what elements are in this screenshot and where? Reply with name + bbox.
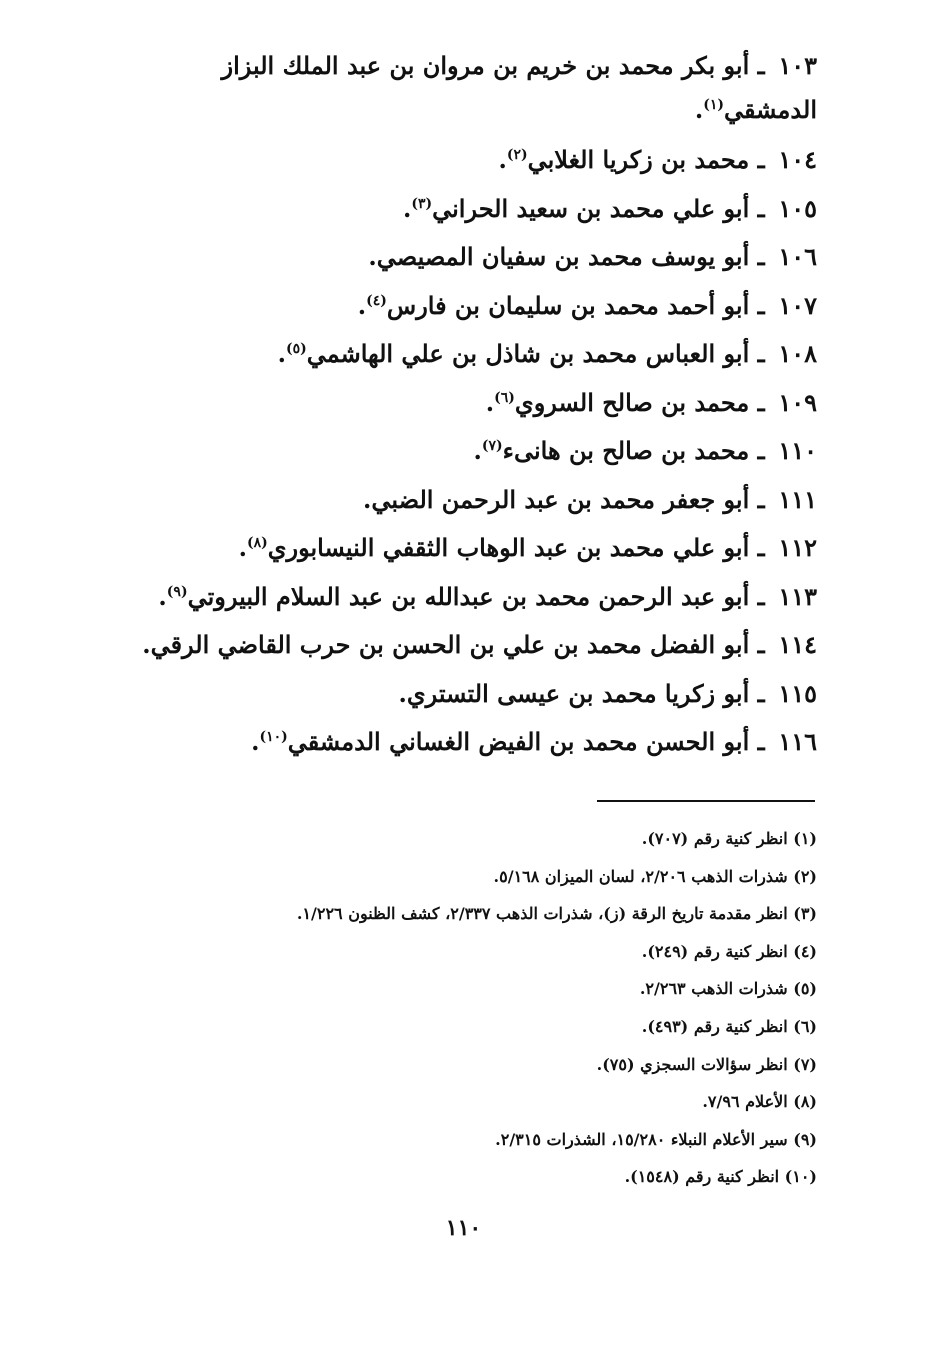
footnote: (٨) الأعلام ٧/٩٦. xyxy=(702,1092,817,1112)
entries-list xyxy=(95,44,817,767)
entry-item xyxy=(95,670,817,719)
entry-item xyxy=(95,136,817,185)
footnote-divider xyxy=(597,800,815,802)
entry-end: . xyxy=(368,242,377,271)
entry-item xyxy=(95,476,817,525)
footnote-marker: (١٠) xyxy=(259,729,288,745)
entry-text: ـ أبو زكريا محمد بن عيسى التستري xyxy=(406,678,765,708)
footnote-marker: (٣) xyxy=(411,195,433,212)
entry-item xyxy=(95,427,817,476)
entry-text: ـ أبو بكر محمد بن خريم بن مروان بن عبد الملك البزاز الدمشقي xyxy=(221,51,817,124)
footnote: (١٠) انظر كنية رقم (١٥٤٨). xyxy=(624,1167,817,1187)
entry-number: ١٠٦ xyxy=(778,242,817,271)
entry-number: ١٠٣ xyxy=(778,51,817,80)
entry-item xyxy=(95,379,817,428)
footnote: (٥) شذرات الذهب ٢/٢٦٣. xyxy=(639,979,817,999)
entry-text: ـ أبو عبد الرحمن محمد بن عبدالله بن عبد السلام البيروتي xyxy=(187,581,765,611)
entry-item xyxy=(95,524,817,573)
entry-number: ١١٥ xyxy=(778,678,817,708)
entry-item xyxy=(95,233,817,282)
entry-end: . xyxy=(694,95,704,124)
footnote: (٤) انظر كنية رقم (٢٤٩). xyxy=(641,941,817,961)
footnote: (٦) انظر كنية رقم (٤٩٣). xyxy=(641,1016,817,1036)
footnote: (٧) انظر سؤالات السجزي (٧٥). xyxy=(596,1054,817,1074)
entry-end: . xyxy=(357,290,367,320)
footnote-marker: (٧) xyxy=(481,438,503,454)
entry-end: . xyxy=(277,339,286,368)
footnotes-list xyxy=(180,820,817,1196)
footnote-marker: (١) xyxy=(703,97,724,113)
entry-end: . xyxy=(251,727,260,756)
entry-end: . xyxy=(158,581,167,611)
entry-item xyxy=(95,573,817,622)
footnote-marker: (٢) xyxy=(506,147,528,163)
entry-item xyxy=(95,718,817,767)
footnote: (٣) انظر مقدمة تاريخ الرقة (ز)، شذرات الذهب ٢/٣٣٧، كشف الظنون ١/٢٢٦. xyxy=(296,904,817,924)
entry-end: . xyxy=(363,484,372,514)
entry-number: ١٠٤ xyxy=(778,145,817,174)
entry-number: ١١٣ xyxy=(778,581,817,611)
entry-item xyxy=(95,282,817,331)
footnote: (٩) سير الأعلام النبلاء ١٥/٢٨٠، الشذرات ٢/٣١٥. xyxy=(495,1129,817,1149)
footnote-marker: (٦) xyxy=(494,389,515,406)
entry-number: ١١٦ xyxy=(778,727,817,756)
footnote-marker: (٥) xyxy=(285,341,307,357)
entry-number: ١٠٥ xyxy=(778,193,817,223)
entry-text: ـ محمد بن صالح السروي xyxy=(514,387,765,417)
entry-text: ـ محمد بن زكريا الغلابي xyxy=(527,145,765,174)
entry-end: . xyxy=(473,436,482,465)
entry-text: ـ أبو يوسف محمد بن سفيان المصيصي xyxy=(376,242,765,271)
entry-text: ـ محمد بن صالح بن هانىء xyxy=(502,436,765,465)
entry-text: ـ أبو العباس محمد بن شاذل بن علي الهاشمي xyxy=(306,339,765,368)
entry-end: . xyxy=(398,678,407,708)
entry-number: ١١٤ xyxy=(778,630,817,659)
entry-number: ١٠٨ xyxy=(778,339,817,368)
entry-item xyxy=(95,621,817,670)
entry-text: ـ أبو علي محمد بن سعيد الحراني xyxy=(432,193,765,223)
entry-end: . xyxy=(485,387,495,417)
entry-number: ١١١ xyxy=(778,484,817,514)
entry-number: ١١٠ xyxy=(778,436,817,465)
entry-text: ـ أبو الحسن محمد بن الفيض الغساني الدمشقي xyxy=(287,727,765,756)
entry-end: . xyxy=(142,630,151,659)
entry-text: ـ أبو أحمد محمد بن سليمان بن فارس xyxy=(386,290,765,320)
footnote-marker: (٨) xyxy=(246,535,268,551)
footnote-marker: (٩) xyxy=(166,583,188,600)
entry-number: ١٠٩ xyxy=(778,387,817,417)
entry-number: ١١٢ xyxy=(778,533,817,562)
entry-text: ـ أبو جعفر محمد بن عبد الرحمن الضبي xyxy=(371,484,765,514)
entry-item xyxy=(95,185,817,234)
entry-text: ـ أبو الفضل محمد بن علي بن الحسن بن حرب القاضي الرقي xyxy=(150,630,765,659)
page-number: ١١٠ xyxy=(445,1215,482,1241)
entry-item xyxy=(95,44,817,132)
entry-item xyxy=(95,330,817,379)
footnote-marker: (٤) xyxy=(366,292,387,309)
footnote: (١) انظر كنية رقم (٧٠٧). xyxy=(641,829,817,848)
entry-text: ـ أبو علي محمد بن عبد الوهاب الثقفي النيسابوري xyxy=(267,533,765,562)
entry-number: ١٠٧ xyxy=(778,290,817,320)
footnote: (٢) شذرات الذهب ٢/٢٠٦، لسان الميزان ٥/١٦٨. xyxy=(493,866,817,886)
entry-end: . xyxy=(238,533,247,562)
entry-end: . xyxy=(402,193,412,223)
entry-end: . xyxy=(498,145,507,174)
